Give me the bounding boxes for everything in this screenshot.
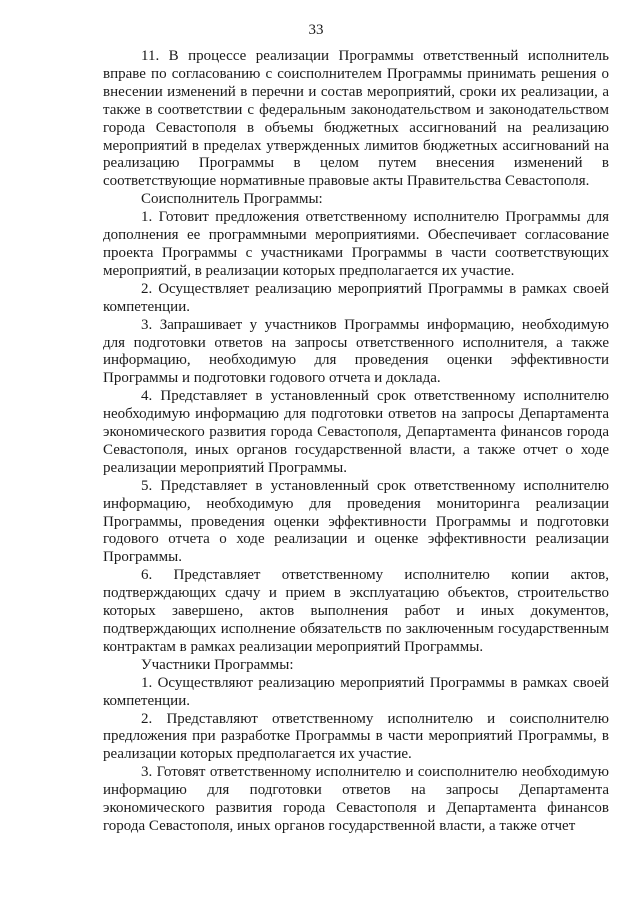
- co-executor-item-5: 5. Представляет в установленный срок ответственному исполнителю информацию, необходимую для проведения мониторинга реализации Программы, проведения оценки эффективности Программы и подготовки годового отчета о ходе реализации и оценке эффективности реализации Программы.: [103, 477, 609, 566]
- paragraph-11-budget-changes: 11. В процессе реализации Программы ответственный исполнитель вправе по согласованию с соисполнителем Программы принимать решения о внесении изменений в перечни и состав мероприятий, сроки их реализации, а также в соответствии с федеральным законодательством и законодательством города Севастополя в объемы бюджетных ассигнований на реализацию мероприятий в пределах утвержденных лимитов бюджетных ассигнований на реализацию Программы в целом путем внесения изменений в соответствующие нормативные правовые акты Правительства Севастополя.: [103, 48, 609, 190]
- participants-item-3: 3. Готовят ответственному исполнителю и соисполнителю необходимую информацию для подготовки ответов на запросы Департамента экономического развития города Севастополя и Департамента финансов города Севастополя, иных органов государственной власти, а также отчет: [103, 764, 609, 834]
- participants-item-1: 1. Осуществляют реализацию мероприятий Программы в рамках своей компетенции.: [103, 674, 609, 709]
- co-executor-item-3: 3. Запрашивает у участников Программы информацию, необходимую для подготовки ответов на запросы ответственного исполнителя, а также информацию, необходимую для проведения оценки эффективности Программы и подготовки годового отчета и доклада.: [103, 316, 609, 387]
- co-executor-item-2: 2. Осуществляет реализацию мероприятий Программы в рамках своей компетенции.: [103, 280, 609, 315]
- document-body: [103, 48, 609, 836]
- heading-co-executor: Соисполнитель Программы:: [141, 191, 323, 208]
- co-executor-item-4: 4. Представляет в установленный срок ответственному исполнителю необходимую информацию для подготовки ответов на запросы Департамента экономического развития города Севастополя, Департамента финансов города Севастополя, иных органов государственной власти, а также отчет о ходе реализации мероприятий Программы.: [103, 388, 609, 476]
- page-number: 33: [308, 22, 324, 38]
- heading-participants: Участники Программы:: [141, 656, 294, 673]
- co-executor-item-6: 6. Представляет ответственному исполнителю копии актов, подтверждающих сдачу и прием в эксплуатацию объектов, строительство которых завершено, актов выполнения работ и иных документов, подтверждающих исполнение обязательств по заключенным государственным контрактам в рамках реализации мероприятий Программы.: [103, 567, 609, 655]
- participants-item-2: 2. Представляют ответственному исполнителю и соисполнителю предложения при разработке Программы в части мероприятий Программы, в реализации которых предполагается их участие.: [103, 710, 609, 763]
- co-executor-item-1: 1. Готовит предложения ответственному исполнителю Программы для дополнения ее программными мероприятиями. Обеспечивает согласование проекта Программы с участниками Программы в части соответствующих мероприятий, в реализации которых предполагается их участие.: [103, 209, 609, 279]
